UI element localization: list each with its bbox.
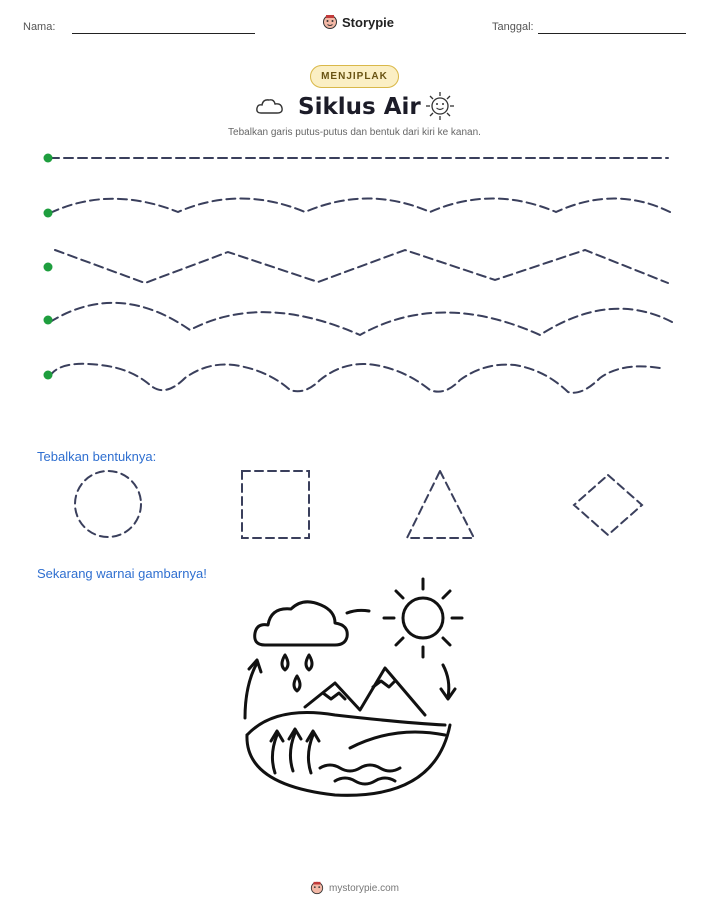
cloud-icon (255, 95, 285, 117)
start-dot (44, 316, 53, 325)
name-field-line[interactable] (72, 33, 255, 34)
evaporation-arrow (308, 735, 313, 773)
raindrop (282, 655, 288, 670)
date-field-line[interactable] (538, 33, 686, 34)
raindrop (294, 676, 300, 691)
water-cycle-illustration (235, 575, 475, 810)
tracing-line-wave (50, 303, 672, 335)
sun-icon (425, 91, 455, 121)
hill-front (350, 732, 445, 748)
cloud-shape (255, 602, 348, 645)
instruction-text: Tebalkan garis putus-putus dan bentuk dari kiri ke kanan. (228, 127, 481, 138)
coloring-heading: Sekarang warnai gambarnya! (37, 566, 207, 581)
shape-diamond (574, 475, 642, 535)
shape-triangle (407, 471, 474, 538)
water-wave (320, 765, 400, 771)
shapes-heading: Tebalkan bentuknya: (37, 449, 157, 464)
tracing-line-zigzag (55, 250, 668, 283)
evaporation-arrow (290, 733, 295, 771)
start-dot (44, 263, 53, 272)
cycle-arrow-top (347, 610, 369, 613)
shape-circle (75, 471, 141, 537)
activity-badge: MENJIPLAK (310, 65, 399, 88)
sun-shape (403, 598, 443, 638)
storypie-mascot-icon (310, 881, 324, 895)
brand-name: Storypie (342, 14, 395, 30)
footer-site[interactable]: mystorypie.com (328, 882, 399, 894)
cycle-arrow-left (245, 663, 257, 718)
tracing-shapes (0, 465, 709, 545)
brand-logo (322, 14, 394, 30)
start-dot (44, 154, 53, 163)
page-title: Siklus Air (298, 94, 421, 120)
shape-square (242, 471, 309, 538)
water-wave (335, 778, 395, 784)
tracing-line-bumpy-wave (50, 364, 660, 393)
footer (0, 881, 709, 895)
start-dot (44, 371, 53, 380)
start-dot (44, 209, 53, 218)
tracing-lines (0, 140, 709, 400)
date-label: Tanggal: (492, 21, 534, 33)
storypie-mascot-icon (322, 14, 338, 30)
raindrop (306, 655, 312, 670)
evaporation-arrow (272, 735, 277, 773)
tracing-line-gentle-wave (50, 199, 670, 214)
name-label: Nama: (23, 21, 56, 33)
